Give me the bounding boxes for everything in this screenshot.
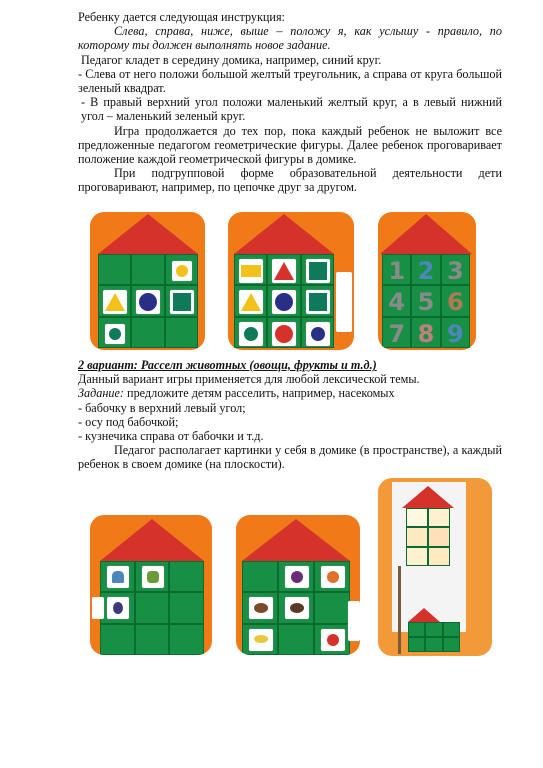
- roof: [380, 214, 472, 254]
- easel-leg: [398, 566, 401, 654]
- task-text: предложите детям расселить, например, насекомых: [124, 386, 395, 401]
- roof: [234, 214, 334, 254]
- roof: [242, 519, 350, 561]
- paragraph-3: Педагог кладет в середину домика, например, синий круг.: [81, 52, 382, 67]
- list-item: - осу под бабочкой;: [78, 414, 179, 429]
- variant2-line1: Данный вариант игры применяется для любой лексической темы.: [78, 372, 420, 387]
- paragraph-7: При подгрупповой форме образовательной деятельности дети проговаривают, например, по цепочке друг за другом.: [78, 166, 502, 195]
- task-label: Задание:: [78, 386, 124, 401]
- roof: [98, 214, 198, 254]
- list-item: - бабочку в верхний левый угол;: [78, 400, 246, 415]
- photo-board-houses: [378, 478, 492, 656]
- house-grid: [98, 254, 198, 348]
- number-tile: 8: [417, 319, 435, 348]
- number-tile: 5: [417, 288, 435, 317]
- loose-card: [92, 597, 104, 619]
- photo-shapes-house-2: [228, 212, 354, 350]
- paragraph-1: Ребенку дается следующая инструкция:: [78, 10, 285, 24]
- variant2-final: Педагог располагает картинки у себя в домике (в пространстве), а каждый ребенок в своем домике (на плоскости).: [78, 443, 502, 472]
- number-tile: 2: [417, 257, 435, 285]
- variant2-heading: 2 вариант: Расселп животных (овощи, фрукты и т.д.): [78, 358, 377, 372]
- variant2-text: [78, 358, 502, 472]
- floor-house-grid: [408, 622, 460, 652]
- number-tile: 1: [388, 257, 406, 285]
- roof: [100, 519, 204, 561]
- house-grid: [234, 254, 334, 348]
- house-grid: [406, 508, 450, 566]
- photo-insects-house: [90, 515, 212, 655]
- floor-roof: [408, 608, 440, 622]
- photo-numbers-house: [378, 212, 476, 350]
- house-grid: [382, 254, 470, 348]
- paragraph-6: Игра продолжается до тех пор, пока каждый ребенок не выложит все предложенные педагогом геометрические фигуры. Далее ребенок проговаривает положение каждой геометрической фигуры в домике.: [78, 123, 502, 167]
- loose-cards: [336, 272, 352, 332]
- number-tile: 3: [446, 257, 464, 285]
- intro-text: [78, 10, 502, 195]
- number-tile: 4: [388, 288, 406, 317]
- paragraph-5: - В правый верхний угол положи маленький желтый круг, а в левый нижний угол – маленький зеленый круг.: [81, 95, 502, 124]
- paragraph-4: - Слева от него положи большой желтый треугольник, а справа от круга большой зеленый квадрат.: [78, 66, 502, 96]
- number-tile: 9: [446, 319, 464, 348]
- roof: [402, 486, 454, 508]
- house-grid: [100, 561, 204, 655]
- photo-shapes-house-1: [90, 212, 205, 350]
- loose-cards: [348, 601, 360, 641]
- number-tile: 6: [446, 288, 464, 317]
- paragraph-2: Слева, справа, ниже, выше – положу я, как услышу - правило, по которому ты должен выполнять новое задание.: [78, 24, 502, 53]
- photo-fruits-house: [236, 515, 360, 655]
- number-tile: 7: [388, 319, 406, 348]
- house-grid: [242, 561, 350, 655]
- list-item: - кузнечика справа от бабочки и т.д.: [78, 429, 264, 444]
